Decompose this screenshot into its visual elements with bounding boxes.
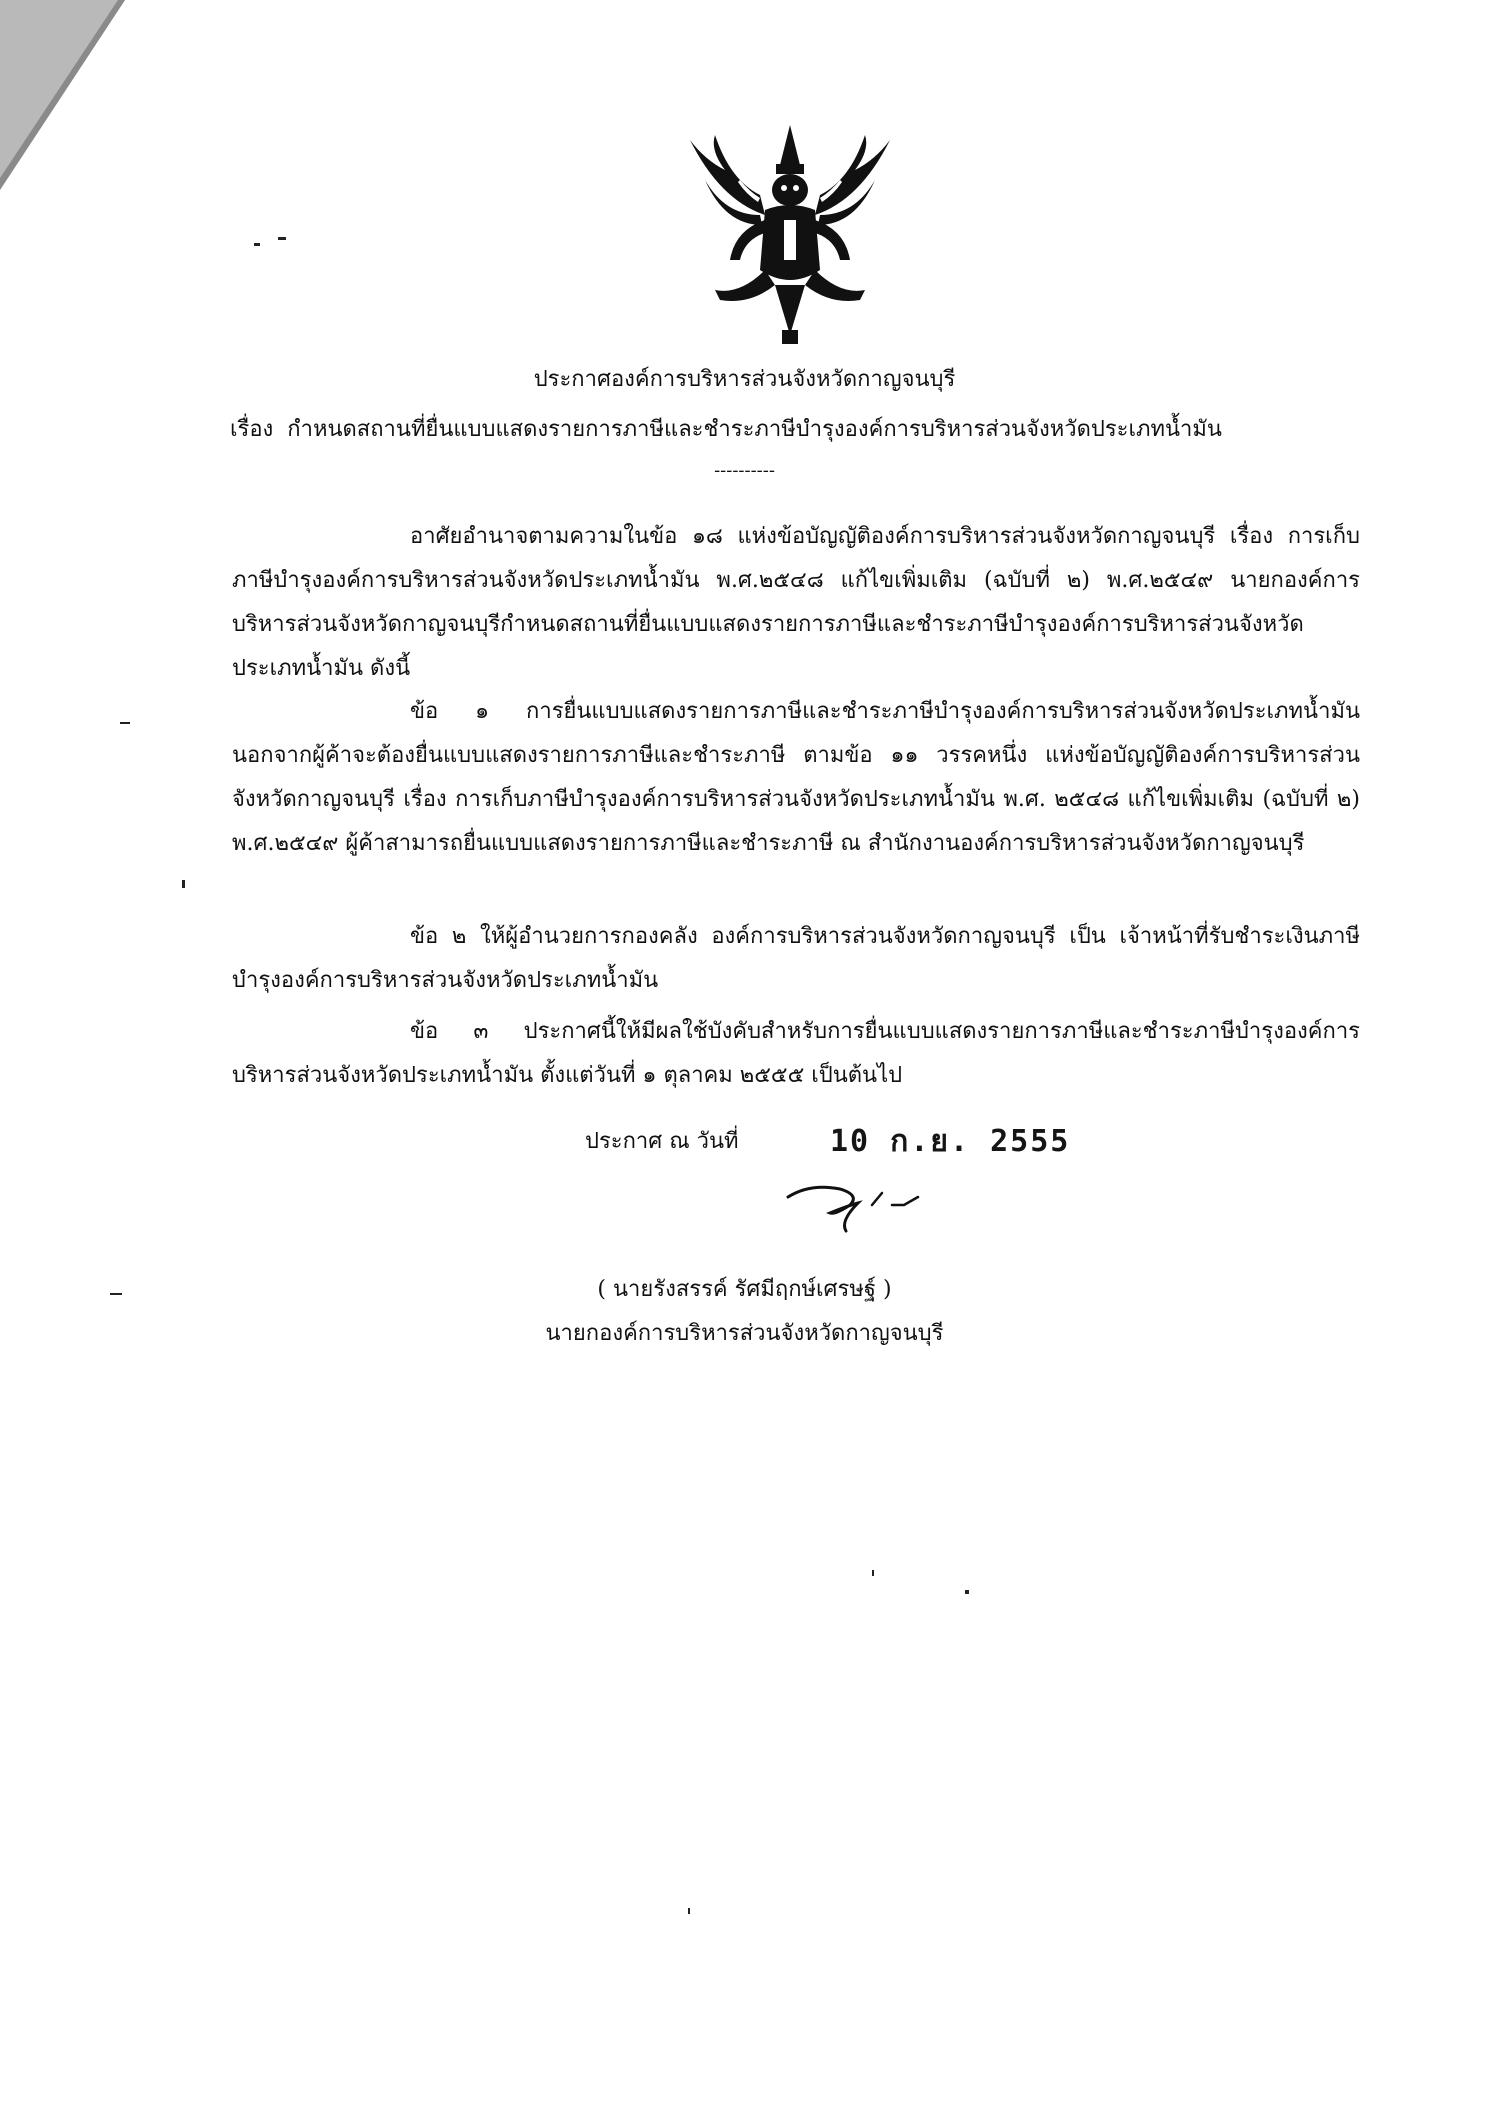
signer-title: นายกองค์การบริหารส่วนจังหวัดกาญจนบุรี xyxy=(545,1321,944,1346)
paragraph-preamble: อาศัยอำนาจตามความในข้อ ๑๘ แห่งข้อบัญญัติองค์การบริหารส่วนจังหวัดกาญจนบุรี เรื่อง การเก็บภาษีบำรุงองค์การบริหารส่วนจังหวัดประเภทน้ำมัน พ.ศ.๒๕๔๘ แก้ไขเพิ่มเติม (ฉบับที่ ๒) พ.ศ.๒๕๔๙ นายกองค์การบริหารส่วนจังหวัดกาญจนบุรีกำหนดสถานที่ยื่นแบบแสดงรายการภาษีและชำระภาษีบำรุงองค์การบริหารส่วนจังหวัดประเภทน้ำมัน ดังนี้ xyxy=(232,524,1360,681)
date-stamp: 10 ก.ย. 2555 xyxy=(830,1124,1071,1159)
subject-label: เรื่อง xyxy=(230,417,274,442)
separator: ---------- xyxy=(714,460,775,481)
paragraph-clause-2: ข้อ ๒ ให้ผู้อำนวยการกองคลัง องค์การบริหารส่วนจังหวัดกาญจนบุรี เป็น เจ้าหน้าที่รับชำระเงินภาษีบำรุงองค์การบริหารส่วนจังหวัดประเภทน้ำมัน xyxy=(232,924,1360,993)
subject-text: กำหนดสถานที่ยื่นแบบแสดงรายการภาษีและชำระภาษีบำรุงองค์การบริหารส่วนจังหวัดประเภทน้ำมัน xyxy=(287,417,1222,442)
announced-label: ประกาศ ณ วันที่ xyxy=(585,1129,739,1154)
signer-name: ( นายรังสรรค์ รัศมีฤกษ์เศรษฐ์ ) xyxy=(597,1277,892,1302)
issuer-title: ประกาศองค์การบริหารส่วนจังหวัดกาญจนบุรี xyxy=(533,367,956,392)
paragraph-clause-1: ข้อ ๑ การยื่นแบบแสดงรายการภาษีและชำระภาษีบำรุงองค์การบริหารส่วนจังหวัดประเภทน้ำมัน นอกจากผู้ค้าจะต้องยื่นแบบแสดงรายการภาษีและชำระภาษี ตามข้อ ๑๑ วรรคหนึ่ง แห่งข้อบัญญัติองค์การบริหารส่วนจังหวัดกาญจนบุรี เรื่อง การเก็บภาษีบำรุงองค์การบริหารส่วนจังหวัดประเภทน้ำมัน พ.ศ. ๒๕๔๘ แก้ไขเพิ่มเติม (ฉบับที่ ๒) พ.ศ.๒๕๔๙ ผู้ค้าสามารถยื่นแบบแสดงรายการภาษีและชำระภาษี ณ สำนักงานองค์การบริหารส่วนจังหวัดกาญจนบุรี xyxy=(232,699,1360,856)
paragraph-clause-3: ข้อ ๓ ประกาศนี้ให้มีผลใช้บังคับสำหรับการยื่นแบบแสดงรายการภาษีและชำระภาษีบำรุงองค์การบริหารส่วนจังหวัดประเภทน้ำมัน ตั้งแต่วันที่ ๑ ตุลาคม ๒๕๕๕ เป็นต้นไป xyxy=(232,1019,1360,1088)
